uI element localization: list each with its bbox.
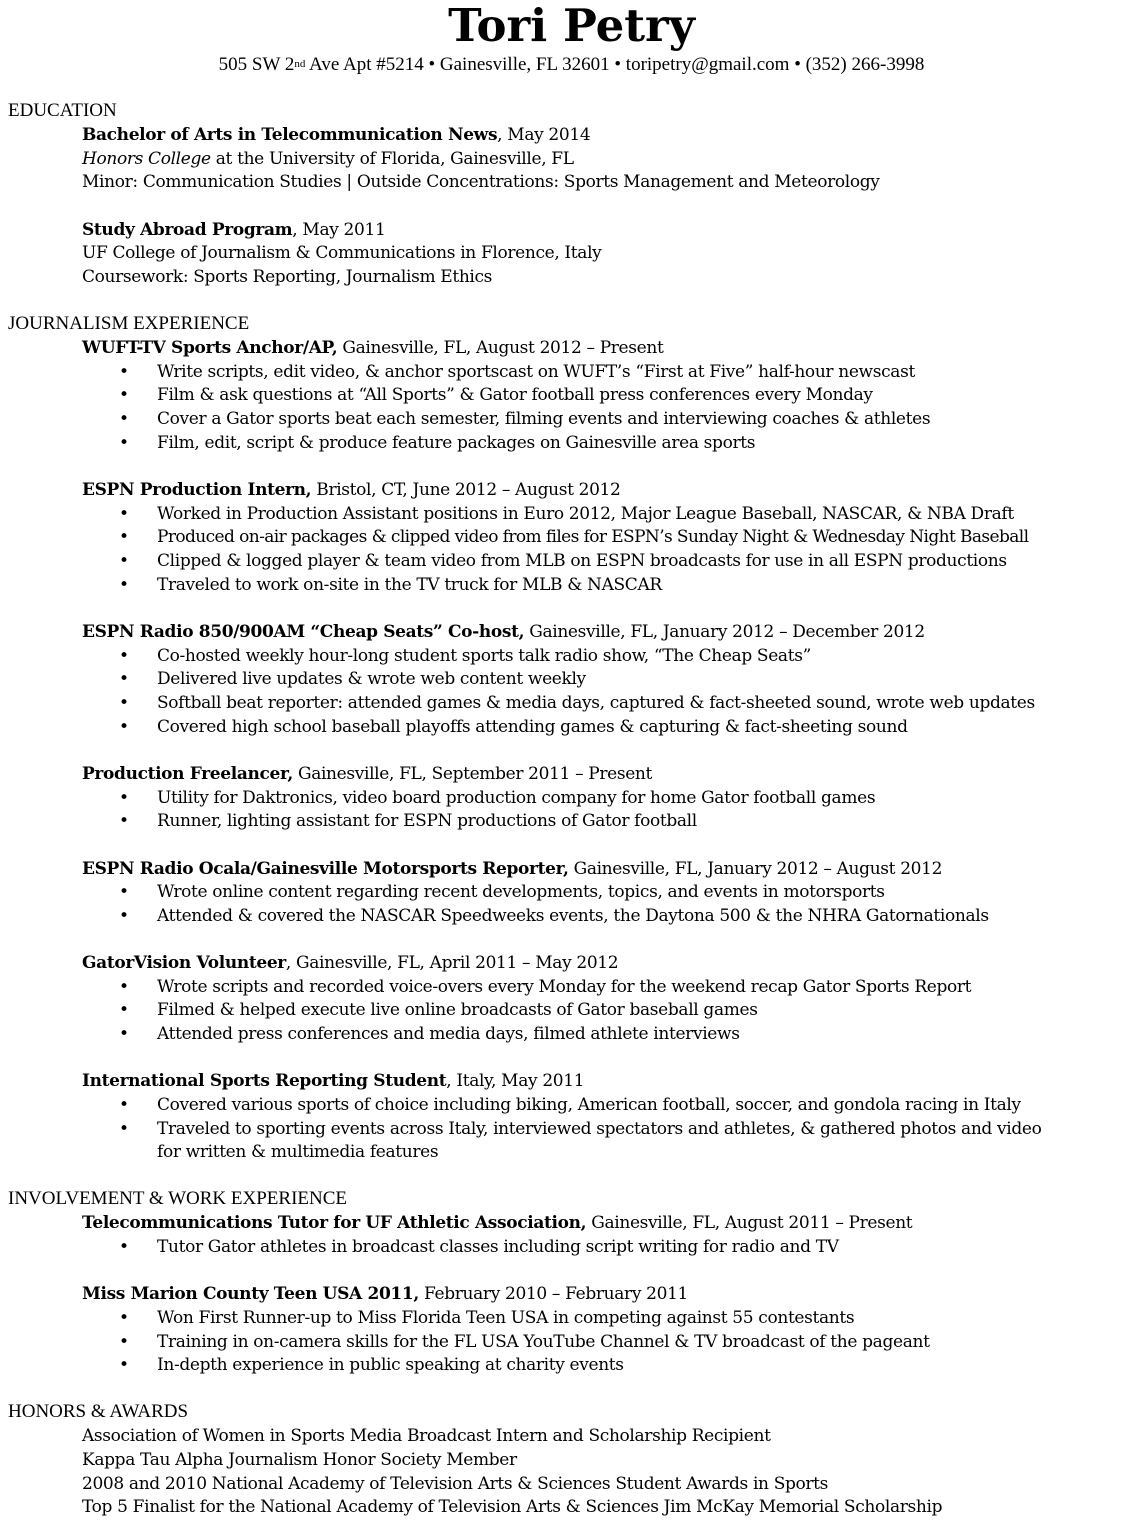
bullet-text: Runner, lighting assistant for ESPN productions of Gator football xyxy=(157,811,697,831)
address-start: 505 SW 2 xyxy=(218,54,295,75)
job-title: International Sports Reporting Student xyxy=(82,1071,447,1091)
bullet-text: Film, edit, script & produce feature packages on Gainesville area sports xyxy=(157,433,756,453)
job-detail: Gainesville, FL, August 2012 – Present xyxy=(337,338,664,358)
bullet-text: Wrote scripts and recorded voice-overs every Monday for the weekend recap Gator Sports Report xyxy=(157,977,972,997)
bullet-text: Cover a Gator sports beat each semester, filming events and interviewing coaches & athletes xyxy=(157,409,931,429)
bullet-icon: • xyxy=(119,906,130,926)
bullet-icon: • xyxy=(119,504,130,524)
education-heading: EDUCATION xyxy=(8,100,117,121)
job-title-line xyxy=(82,857,942,881)
study-abroad-coursework: Coursework: Sports Reporting, Journalism Ethics xyxy=(82,267,493,287)
bullet-text: Utility for Daktronics, video board production company for home Gator football games xyxy=(157,788,876,808)
bullet-icon: • xyxy=(119,1308,130,1328)
bullet-text: Softball beat reporter: attended games & media days, captured & fact-sheeted sound, wrote web updates xyxy=(157,693,1035,713)
bullet-text: Won First Runner-up to Miss Florida Teen USA in competing against 55 contestants xyxy=(157,1308,855,1328)
job-title: Miss Marion County Teen USA 2011, xyxy=(82,1284,419,1304)
study-abroad-line xyxy=(82,218,385,242)
university-line xyxy=(82,147,574,171)
bullet-text: Co-hosted weekly hour-long student sports talk radio show, “The Cheap Seats” xyxy=(157,646,811,666)
job-title: ESPN Radio Ocala/Gainesville Motorsports Reporter, xyxy=(82,859,569,879)
honor-item: Association of Women in Sports Media Broadcast Intern and Scholarship Recipient xyxy=(82,1426,771,1446)
bullet-icon: • xyxy=(119,409,130,429)
bullet-text: Tutor Gator athletes in broadcast classes including script writing for radio and TV xyxy=(157,1237,839,1257)
job-title: Telecommunications Tutor for UF Athletic Association, xyxy=(82,1213,587,1233)
job-detail: , Italy, May 2011 xyxy=(446,1071,585,1091)
bullet-icon: • xyxy=(119,1119,130,1139)
bullet-icon: • xyxy=(119,646,130,666)
job-detail: , Gainesville, FL, April 2011 – May 2012 xyxy=(285,953,619,973)
bullet-icon: • xyxy=(119,1000,130,1020)
bullet-icon: • xyxy=(119,527,130,547)
bullet-icon: • xyxy=(119,362,130,382)
bullet-icon: • xyxy=(119,1095,130,1115)
job-title: ESPN Production Intern, xyxy=(82,480,312,500)
bullet-icon: • xyxy=(119,1355,130,1375)
job-title-line xyxy=(82,951,618,975)
bullet-text: Write scripts, edit video, & anchor sportscast on WUFT’s “First at Five” half-hour newscast xyxy=(157,362,915,382)
study-abroad-school: UF College of Journalism & Communications in Florence, Italy xyxy=(82,243,602,263)
bullet-icon: • xyxy=(119,385,130,405)
honors-college: Honors College xyxy=(82,149,211,169)
job-detail: Gainesville, FL, September 2011 – Present xyxy=(292,764,653,784)
job-title-line xyxy=(82,478,620,502)
contact-line xyxy=(0,53,1143,77)
bullet-icon: • xyxy=(119,1024,130,1044)
address-rest: Ave Apt #5214 • Gainesville, FL 32601 • toripetry@gmail.com • (352) 266-3998 xyxy=(305,54,925,75)
bullet-text: Training in on-camera skills for the FL USA YouTube Channel & TV broadcast of the pageant xyxy=(157,1332,930,1352)
resume-name: Tori Petry xyxy=(448,0,695,52)
bullet-text: Traveled to work on-site in the TV truck for MLB & NASCAR xyxy=(157,575,662,595)
job-title-line xyxy=(82,1211,912,1235)
job-title: WUFT-TV Sports Anchor/AP, xyxy=(82,338,338,358)
bullet-icon: • xyxy=(119,717,130,737)
job-title: Production Freelancer, xyxy=(82,764,293,784)
job-title: GatorVision Volunteer xyxy=(82,953,286,973)
honor-item: 2008 and 2010 National Academy of Television Arts & Sciences Student Awards in Sports xyxy=(82,1474,829,1494)
degree-line xyxy=(82,123,590,147)
bullet-text: Filmed & helped execute live online broadcasts of Gator baseball games xyxy=(157,1000,758,1020)
job-title-line xyxy=(82,1282,688,1306)
bullet-icon: • xyxy=(119,575,130,595)
job-detail: Gainesville, FL, January 2012 – August 2012 xyxy=(568,859,943,879)
bullet-icon: • xyxy=(119,433,130,453)
job-title-line xyxy=(82,762,652,786)
bullet-icon: • xyxy=(119,811,130,831)
bullet-text: In-depth experience in public speaking at charity events xyxy=(157,1355,624,1375)
job-title-line xyxy=(82,620,925,644)
job-title: ESPN Radio 850/900AM “Cheap Seats” Co-host, xyxy=(82,622,525,642)
job-detail: Bristol, CT, June 2012 – August 2012 xyxy=(311,480,621,500)
bullet-text: Covered various sports of choice including biking, American football, soccer, and gondola racing in Italy xyxy=(157,1095,1021,1115)
university-text: at the University of Florida, Gainesville, FL xyxy=(210,149,574,169)
bullet-text: Worked in Production Assistant positions in Euro 2012, Major League Baseball, NASCAR, & NBA Draft xyxy=(157,504,1014,524)
bullet-icon: • xyxy=(119,693,130,713)
job-detail: Gainesville, FL, January 2012 – December 2012 xyxy=(524,622,925,642)
bullet-text: Clipped & logged player & team video from MLB on ESPN broadcasts for use in all ESPN productions xyxy=(157,551,1007,571)
honors-heading: HONORS & AWARDS xyxy=(8,1401,189,1422)
bullet-text: Attended press conferences and media days, filmed athlete interviews xyxy=(157,1024,740,1044)
bullet-text: Produced on-air packages & clipped video from files for ESPN’s Sunday Night & Wednesday Night Baseball xyxy=(157,527,1029,547)
bullet-icon: • xyxy=(119,882,130,902)
bullet-text: Attended & covered the NASCAR Speedweeks events, the Daytona 500 & the NHRA Gatornationals xyxy=(157,906,989,926)
job-title-line xyxy=(82,336,663,360)
bullet-text: Film & ask questions at “All Sports” & Gator football press conferences every Monday xyxy=(157,385,873,405)
bullet-icon: • xyxy=(119,551,130,571)
bullet-icon: • xyxy=(119,1237,130,1257)
involvement-heading: INVOLVEMENT & WORK EXPERIENCE xyxy=(8,1188,348,1209)
study-abroad-date: , May 2011 xyxy=(292,220,386,240)
job-title-line xyxy=(82,1069,584,1093)
degree-title: Bachelor of Arts in Telecommunication News xyxy=(82,125,498,145)
honor-item: Kappa Tau Alpha Journalism Honor Society Member xyxy=(82,1450,517,1470)
job-detail: February 2010 – February 2011 xyxy=(418,1284,688,1304)
bullet-icon: • xyxy=(119,788,130,808)
bullet-text: Wrote online content regarding recent developments, topics, and events in motorsports xyxy=(157,882,885,902)
study-abroad-title: Study Abroad Program xyxy=(82,220,293,240)
honor-item: Top 5 Finalist for the National Academy of Television Arts & Sciences Jim McKay Memorial Scholarship xyxy=(82,1497,943,1517)
bullet-text-continuation: for written & multimedia features xyxy=(157,1142,439,1162)
address-superscript: nd xyxy=(294,58,306,70)
bullet-text: Covered high school baseball playoffs attending games & capturing & fact-sheeting sound xyxy=(157,717,908,737)
bullet-icon: • xyxy=(119,977,130,997)
bullet-text: Traveled to sporting events across Italy, interviewed spectators and athletes, & gathered photos and video xyxy=(157,1119,1042,1139)
bullet-text: Delivered live updates & wrote web content weekly xyxy=(157,669,586,689)
minor-line: Minor: Communication Studies | Outside Concentrations: Sports Management and Meteorology xyxy=(82,172,880,192)
bullet-icon: • xyxy=(119,1332,130,1352)
journalism-heading: JOURNALISM EXPERIENCE xyxy=(8,313,250,334)
bullet-icon: • xyxy=(119,669,130,689)
job-detail: Gainesville, FL, August 2011 – Present xyxy=(586,1213,913,1233)
degree-date: , May 2014 xyxy=(497,125,591,145)
